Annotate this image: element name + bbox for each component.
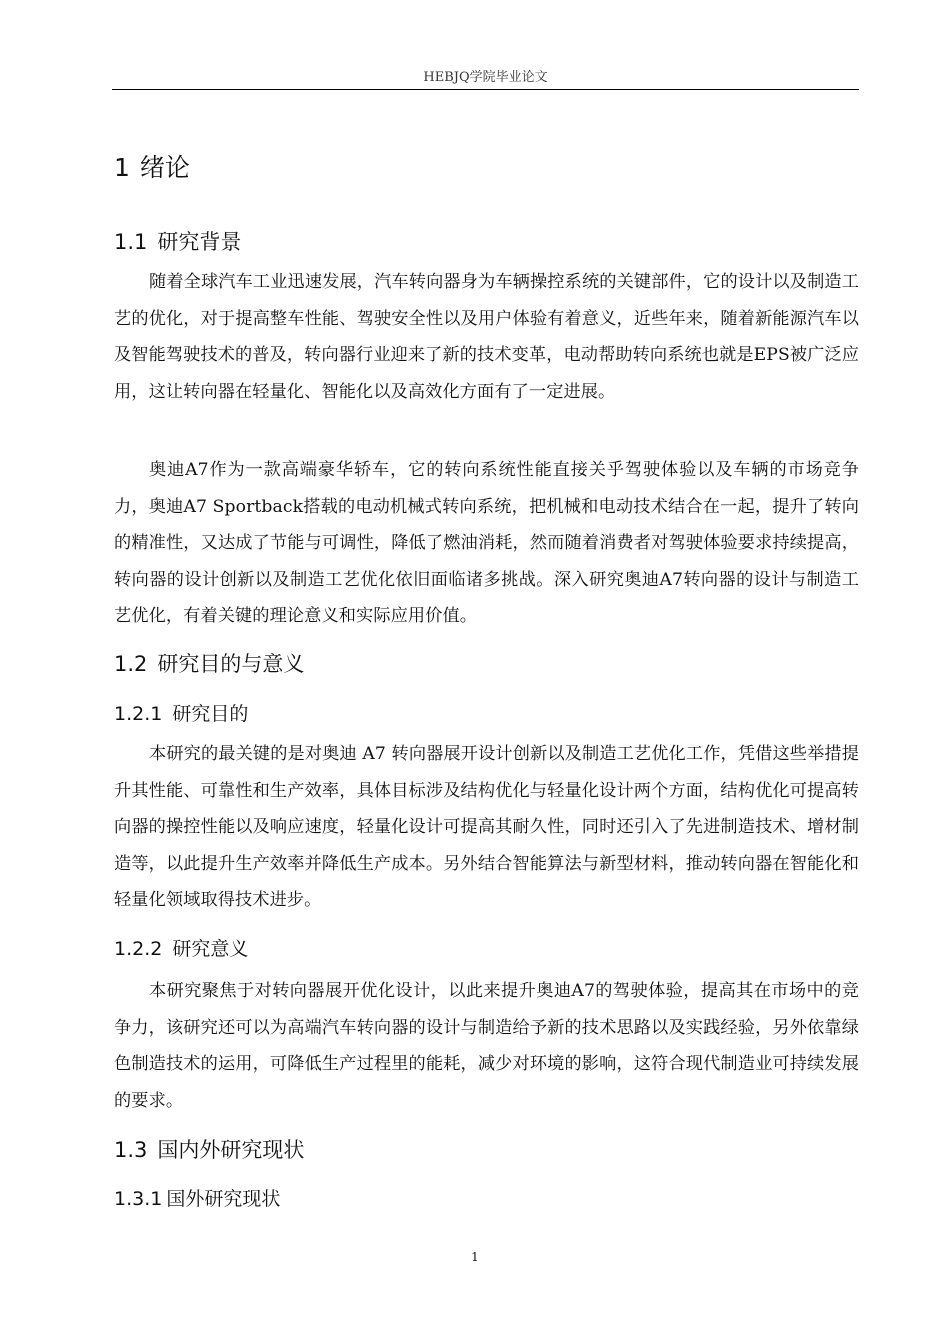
subsection-title: 研究目的 bbox=[172, 703, 249, 725]
subsection-title: 国外研究现状 bbox=[166, 1188, 281, 1210]
section-number: 1.2 bbox=[114, 652, 148, 676]
subsection-number: 1.2.2 bbox=[114, 938, 163, 960]
paragraph-purpose: 本研究的最关键的是对奥迪 A7 转向器展开设计创新以及制造工艺优化工作，凭借这些举措提升其性能、可靠性和生产效率，具体目标涉及结构优化与轻量化设计两个方面，结构优化可提高转向器的操控性能以及响应速度，轻量化设计可提高其耐久性，同时还引入了先进制造技术、增材制造等，以此提升生产效率并降低生产成本。另外结合智能算法与新型材料，推动转向器在智能化和轻量化领域取得技术进步。 bbox=[114, 744, 859, 911]
section-number: 1.1 bbox=[114, 230, 148, 254]
section-number: 1.3 bbox=[114, 1138, 148, 1162]
paragraph-background-2: 奥迪A7作为一款高端豪华轿车，它的转向系统性能直接关乎驾驶体验以及车辆的市场竞争力，奥迪A7 Sportback搭载的电动机械式转向系统，把机械和电动技术结合在一起，提升了转向的精准性，又达成了节能与可调性，降低了燃油消耗，然而随着消费者对驾驶体验要求持续提高，转向器的设计创新以及制造工艺优化依旧面临诸多挑战。深入研究奥迪A7转向器的设计与制造工艺优化，有着关键的理论意义和实际应用价值。 bbox=[114, 460, 859, 627]
subsection-heading-1-2-1 bbox=[114, 699, 248, 726]
chapter-number: 1 bbox=[114, 153, 130, 182]
section-title: 研究目的与意义 bbox=[157, 652, 305, 676]
paragraph-background-1: 随着全球汽车工业迅速发展，汽车转向器身为车辆操控系统的关键部件，它的设计以及制造工艺的优化，对于提高整车性能、驾驶安全性以及用户体验有着意义，近些年来，随着新能源汽车以及智能驾驶技术的普及，转向器行业迎来了新的技术变革，电动帮助转向系统也就是EPS被广泛应用，这让转向器在轻量化、智能化以及高效化方面有了一定进展。 bbox=[114, 272, 859, 402]
section-title: 国内外研究现状 bbox=[157, 1138, 305, 1162]
subsection-title: 研究意义 bbox=[172, 938, 249, 960]
header-rule bbox=[112, 89, 859, 90]
paragraph-significance: 本研究聚焦于对转向器展开优化设计，以此来提升奥迪A7的驾驶体验，提高其在市场中的竞争力，该研究还可以为高端汽车转向器的设计与制造给予新的技术思路以及实践经验，另外依靠绿色制造技术的运用，可降低生产过程里的能耗，减少对环境的影响，这符合现代制造业可持续发展的要求。 bbox=[114, 981, 859, 1111]
section-title: 研究背景 bbox=[157, 230, 242, 254]
chapter-title: 绪论 bbox=[139, 153, 190, 182]
subsection-heading-1-3-1 bbox=[114, 1184, 280, 1211]
page-number: 1 bbox=[471, 1250, 479, 1264]
subsection-number: 1.2.1 bbox=[114, 703, 163, 725]
section-heading-1-3 bbox=[114, 1134, 304, 1164]
running-header: HEBJQ学院毕业论文 bbox=[423, 70, 548, 85]
subsection-number: 1.3.1 bbox=[114, 1188, 163, 1210]
section-heading-1-1 bbox=[114, 226, 241, 256]
chapter-heading bbox=[114, 148, 190, 184]
subsection-heading-1-2-2 bbox=[114, 934, 248, 961]
section-heading-1-2 bbox=[114, 648, 304, 678]
